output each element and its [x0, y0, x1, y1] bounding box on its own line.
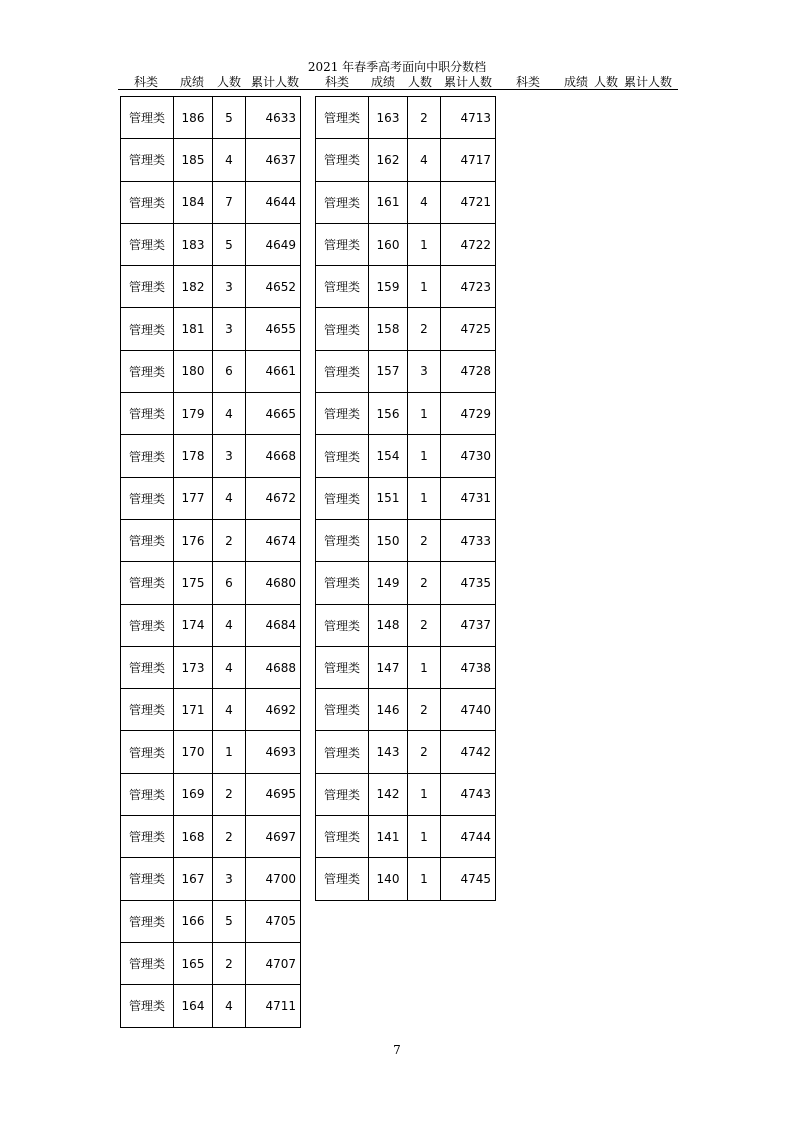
cell-score: 146 — [369, 689, 408, 731]
cell-count: 4 — [213, 477, 246, 519]
cell-subject: 管理类 — [121, 773, 174, 815]
table-row — [316, 223, 496, 265]
table-row — [121, 942, 301, 984]
cell-subject: 管理类 — [316, 350, 369, 392]
cell-count: 2 — [408, 604, 441, 646]
cell-count: 4 — [213, 139, 246, 181]
cell-subject: 管理类 — [316, 308, 369, 350]
table-row — [121, 139, 301, 181]
cell-subject: 管理类 — [121, 731, 174, 773]
cell-cumulative: 4695 — [246, 773, 301, 815]
cell-cumulative: 4692 — [246, 689, 301, 731]
cell-score: 177 — [174, 477, 213, 519]
cell-cumulative: 4652 — [246, 266, 301, 308]
cell-subject: 管理类 — [121, 308, 174, 350]
cell-count: 1 — [408, 435, 441, 477]
column-header-row — [118, 73, 678, 90]
table-row — [316, 139, 496, 181]
table-row — [121, 689, 301, 731]
table-row — [121, 773, 301, 815]
cell-count: 4 — [213, 646, 246, 688]
cell-cumulative: 4688 — [246, 646, 301, 688]
cell-cumulative: 4729 — [441, 393, 496, 435]
cell-count: 7 — [213, 181, 246, 223]
table-row — [316, 393, 496, 435]
score-table-left — [120, 96, 301, 1028]
cell-subject: 管理类 — [316, 435, 369, 477]
table-row — [316, 181, 496, 223]
cell-cumulative: 4637 — [246, 139, 301, 181]
table-row — [316, 435, 496, 477]
score-table-right — [315, 96, 496, 901]
table-row — [121, 816, 301, 858]
header-cumulative: 累计人数 — [251, 75, 300, 89]
cell-count: 4 — [213, 604, 246, 646]
cell-subject: 管理类 — [121, 350, 174, 392]
table-row — [316, 731, 496, 773]
table-row — [316, 266, 496, 308]
header-score: 成绩 — [564, 75, 589, 89]
table-row — [121, 350, 301, 392]
cell-score: 166 — [174, 900, 213, 942]
cell-count: 1 — [408, 477, 441, 519]
cell-count: 4 — [408, 139, 441, 181]
cell-count: 4 — [213, 393, 246, 435]
cell-score: 149 — [369, 562, 408, 604]
cell-cumulative: 4674 — [246, 519, 301, 561]
table-row — [121, 562, 301, 604]
cell-subject: 管理类 — [121, 604, 174, 646]
cell-subject: 管理类 — [316, 562, 369, 604]
cell-cumulative: 4655 — [246, 308, 301, 350]
cell-score: 184 — [174, 181, 213, 223]
cell-score: 175 — [174, 562, 213, 604]
cell-cumulative: 4700 — [246, 858, 301, 900]
cell-score: 141 — [369, 816, 408, 858]
cell-count: 6 — [213, 350, 246, 392]
table-row — [316, 646, 496, 688]
cell-cumulative: 4721 — [441, 181, 496, 223]
cell-cumulative: 4731 — [441, 477, 496, 519]
cell-count: 2 — [408, 308, 441, 350]
cell-subject: 管理类 — [316, 266, 369, 308]
cell-cumulative: 4737 — [441, 604, 496, 646]
cell-count: 4 — [408, 181, 441, 223]
header-subject: 科类 — [134, 75, 159, 89]
cell-cumulative: 4633 — [246, 97, 301, 139]
cell-score: 160 — [369, 223, 408, 265]
header-count: 人数 — [408, 75, 433, 89]
cell-count: 1 — [408, 858, 441, 900]
table-row — [316, 97, 496, 139]
cell-count: 6 — [213, 562, 246, 604]
cell-cumulative: 4661 — [246, 350, 301, 392]
cell-subject: 管理类 — [316, 223, 369, 265]
cell-subject: 管理类 — [316, 97, 369, 139]
header-subject: 科类 — [325, 75, 350, 89]
cell-score: 178 — [174, 435, 213, 477]
cell-subject: 管理类 — [121, 689, 174, 731]
header-subject: 科类 — [516, 75, 541, 89]
cell-cumulative: 4735 — [441, 562, 496, 604]
cell-count: 2 — [213, 519, 246, 561]
cell-count: 1 — [408, 393, 441, 435]
cell-subject: 管理类 — [316, 604, 369, 646]
cell-count: 2 — [408, 731, 441, 773]
cell-subject: 管理类 — [121, 562, 174, 604]
cell-count: 2 — [213, 816, 246, 858]
cell-cumulative: 4713 — [441, 97, 496, 139]
cell-cumulative: 4743 — [441, 773, 496, 815]
cell-score: 157 — [369, 350, 408, 392]
table-row — [316, 816, 496, 858]
cell-score: 142 — [369, 773, 408, 815]
cell-count: 3 — [408, 350, 441, 392]
cell-count: 2 — [408, 519, 441, 561]
cell-score: 169 — [174, 773, 213, 815]
table-row — [121, 97, 301, 139]
cell-score: 174 — [174, 604, 213, 646]
cell-score: 168 — [174, 816, 213, 858]
table-row — [121, 519, 301, 561]
cell-count: 1 — [408, 816, 441, 858]
cell-score: 140 — [369, 858, 408, 900]
cell-cumulative: 4697 — [246, 816, 301, 858]
table-row — [121, 646, 301, 688]
cell-subject: 管理类 — [121, 519, 174, 561]
cell-cumulative: 4672 — [246, 477, 301, 519]
cell-score: 183 — [174, 223, 213, 265]
cell-count: 5 — [213, 223, 246, 265]
table-row — [121, 181, 301, 223]
cell-count: 4 — [213, 689, 246, 731]
cell-cumulative: 4705 — [246, 900, 301, 942]
cell-score: 163 — [369, 97, 408, 139]
cell-cumulative: 4745 — [441, 858, 496, 900]
cell-score: 164 — [174, 985, 213, 1027]
cell-subject: 管理类 — [316, 181, 369, 223]
cell-count: 3 — [213, 858, 246, 900]
cell-cumulative: 4680 — [246, 562, 301, 604]
cell-count: 3 — [213, 266, 246, 308]
cell-cumulative: 4693 — [246, 731, 301, 773]
cell-count: 2 — [213, 942, 246, 984]
cell-subject: 管理类 — [121, 393, 174, 435]
cell-subject: 管理类 — [121, 900, 174, 942]
cell-score: 150 — [369, 519, 408, 561]
table-row — [121, 393, 301, 435]
table-row — [316, 519, 496, 561]
cell-cumulative: 4684 — [246, 604, 301, 646]
cell-score: 147 — [369, 646, 408, 688]
header-score: 成绩 — [180, 75, 205, 89]
cell-subject: 管理类 — [121, 858, 174, 900]
cell-score: 158 — [369, 308, 408, 350]
cell-cumulative: 4644 — [246, 181, 301, 223]
cell-subject: 管理类 — [121, 646, 174, 688]
cell-subject: 管理类 — [316, 519, 369, 561]
table-row — [316, 773, 496, 815]
table-row — [316, 858, 496, 900]
cell-score: 159 — [369, 266, 408, 308]
table-row — [121, 266, 301, 308]
cell-subject: 管理类 — [316, 139, 369, 181]
cell-score: 154 — [369, 435, 408, 477]
header-score: 成绩 — [371, 75, 396, 89]
cell-count: 4 — [213, 985, 246, 1027]
page-number: 7 — [393, 1043, 401, 1057]
cell-cumulative: 4725 — [441, 308, 496, 350]
table-row — [121, 900, 301, 942]
cell-score: 182 — [174, 266, 213, 308]
cell-subject: 管理类 — [121, 266, 174, 308]
cell-cumulative: 4723 — [441, 266, 496, 308]
cell-score: 162 — [369, 139, 408, 181]
cell-cumulative: 4722 — [441, 223, 496, 265]
cell-subject: 管理类 — [316, 477, 369, 519]
cell-score: 170 — [174, 731, 213, 773]
table-row — [121, 435, 301, 477]
cell-score: 181 — [174, 308, 213, 350]
cell-subject: 管理类 — [121, 816, 174, 858]
cell-count: 1 — [408, 223, 441, 265]
header-cumulative: 累计人数 — [624, 75, 673, 89]
table-row — [316, 350, 496, 392]
table-row — [121, 731, 301, 773]
table-row — [121, 223, 301, 265]
header-count: 人数 — [594, 75, 619, 89]
cell-subject: 管理类 — [121, 97, 174, 139]
cell-count: 1 — [408, 773, 441, 815]
cell-count: 2 — [213, 773, 246, 815]
table-row — [316, 308, 496, 350]
cell-score: 179 — [174, 393, 213, 435]
table-row — [121, 985, 301, 1027]
cell-count: 2 — [408, 689, 441, 731]
cell-subject: 管理类 — [121, 223, 174, 265]
cell-score: 171 — [174, 689, 213, 731]
table-row — [316, 604, 496, 646]
cell-cumulative: 4717 — [441, 139, 496, 181]
cell-cumulative: 4730 — [441, 435, 496, 477]
cell-cumulative: 4733 — [441, 519, 496, 561]
cell-subject: 管理类 — [121, 942, 174, 984]
cell-count: 1 — [408, 266, 441, 308]
cell-score: 180 — [174, 350, 213, 392]
cell-score: 176 — [174, 519, 213, 561]
cell-count: 1 — [213, 731, 246, 773]
cell-score: 185 — [174, 139, 213, 181]
cell-subject: 管理类 — [316, 689, 369, 731]
cell-subject: 管理类 — [316, 816, 369, 858]
cell-subject: 管理类 — [316, 773, 369, 815]
cell-cumulative: 4711 — [246, 985, 301, 1027]
cell-subject: 管理类 — [316, 393, 369, 435]
cell-count: 2 — [408, 562, 441, 604]
cell-subject: 管理类 — [316, 646, 369, 688]
cell-score: 156 — [369, 393, 408, 435]
cell-subject: 管理类 — [316, 858, 369, 900]
cell-cumulative: 4668 — [246, 435, 301, 477]
page-title: 2021 年春季高考面向中职分数档 — [307, 60, 487, 74]
cell-count: 3 — [213, 308, 246, 350]
cell-score: 173 — [174, 646, 213, 688]
cell-score: 151 — [369, 477, 408, 519]
table-row — [316, 689, 496, 731]
cell-subject: 管理类 — [316, 731, 369, 773]
cell-cumulative: 4649 — [246, 223, 301, 265]
cell-subject: 管理类 — [121, 139, 174, 181]
cell-cumulative: 4742 — [441, 731, 496, 773]
cell-cumulative: 4665 — [246, 393, 301, 435]
cell-count: 3 — [213, 435, 246, 477]
cell-cumulative: 4707 — [246, 942, 301, 984]
cell-score: 165 — [174, 942, 213, 984]
cell-cumulative: 4728 — [441, 350, 496, 392]
cell-cumulative: 4738 — [441, 646, 496, 688]
cell-score: 167 — [174, 858, 213, 900]
table-row — [121, 308, 301, 350]
cell-count: 5 — [213, 97, 246, 139]
cell-score: 143 — [369, 731, 408, 773]
header-cumulative: 累计人数 — [444, 75, 493, 89]
cell-count: 2 — [408, 97, 441, 139]
table-row — [316, 562, 496, 604]
cell-count: 1 — [408, 646, 441, 688]
cell-subject: 管理类 — [121, 181, 174, 223]
cell-cumulative: 4740 — [441, 689, 496, 731]
table-row — [121, 477, 301, 519]
header-count: 人数 — [217, 75, 242, 89]
cell-score: 161 — [369, 181, 408, 223]
cell-score: 186 — [174, 97, 213, 139]
cell-score: 148 — [369, 604, 408, 646]
cell-subject: 管理类 — [121, 477, 174, 519]
cell-subject: 管理类 — [121, 985, 174, 1027]
cell-cumulative: 4744 — [441, 816, 496, 858]
cell-count: 5 — [213, 900, 246, 942]
table-row — [121, 858, 301, 900]
cell-subject: 管理类 — [121, 435, 174, 477]
table-row — [316, 477, 496, 519]
table-row — [121, 604, 301, 646]
